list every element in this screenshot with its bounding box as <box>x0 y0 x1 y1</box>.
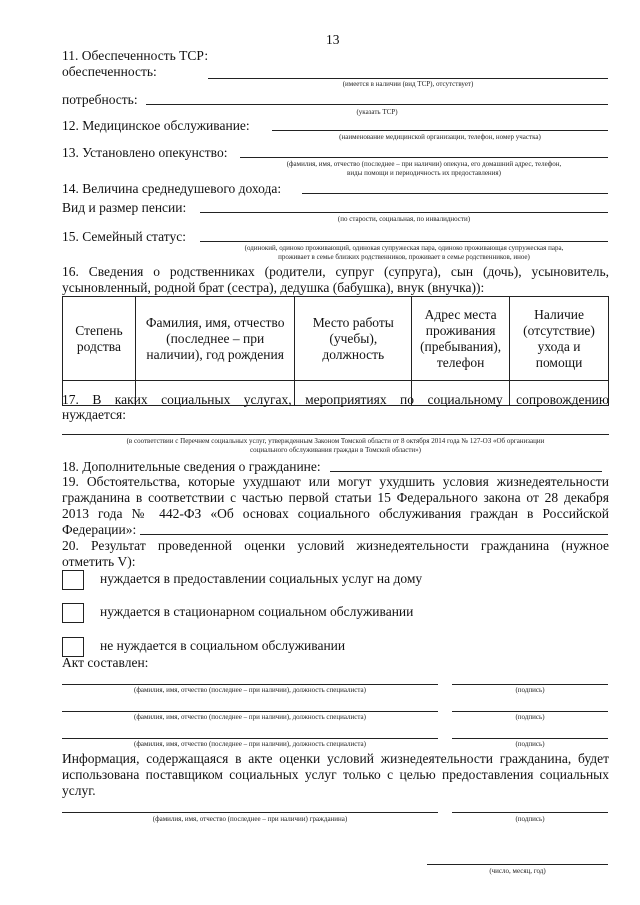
date-field[interactable] <box>427 864 608 865</box>
medical-hint: (наименование медицинской организации, телефон, номер участка) <box>339 133 541 141</box>
section-14-label: 14. Величина среднедушевого дохода: <box>62 181 282 196</box>
home-services-label: нуждается в предоставлении социальных услуг на дому <box>100 571 423 586</box>
citizen-name-field[interactable] <box>62 812 438 813</box>
citizen-signature-hint: (подпись) <box>515 815 545 823</box>
specialist-3-hint: (фамилия, имя, отчество (последнее – при наличии), должность специалиста) <box>134 740 366 748</box>
family-status-hint-1: (одинокий, одиноко проживающий, одинокая супружеская пара, одиноко проживающая супружеская пара, <box>244 244 564 252</box>
section-17-line-1: 17. В каких социальных услугах, мероприятиях по социальному сопровождению <box>62 392 609 407</box>
col-address-header: Адрес места проживания (пребывания), телефон <box>412 297 510 381</box>
signature-3-field[interactable] <box>452 738 608 739</box>
page-number: 13 <box>326 32 340 47</box>
signature-1-hint: (подпись) <box>515 686 545 694</box>
section-20-line-1: 20. Результат проведенной оценки условий жизнедеятельности гражданина (нужное <box>62 538 609 553</box>
no-service-checkbox[interactable] <box>62 637 84 657</box>
col-degree-header: Степень родства <box>63 297 136 381</box>
no-service-label: не нуждается в социальном обслуживании <box>100 638 346 653</box>
specialist-2-hint: (фамилия, имя, отчество (последнее – при наличии), должность специалиста) <box>134 713 366 721</box>
additional-info-field[interactable] <box>330 471 602 472</box>
need-field[interactable] <box>146 104 608 105</box>
date-hint: (число, месяц, год) <box>489 867 546 875</box>
inpatient-service-label: нуждается в стационарном социальном обслуживании <box>100 604 414 619</box>
citizen-name-hint: (фамилия, имя, отчество (последнее – при наличии) гражданина) <box>152 815 348 823</box>
info-line-2: использована поставщиком социальных услуг только с целью предоставления социальных <box>62 767 609 782</box>
section-16-line-1: 16. Сведения о родственниках (родители, супруг (супруга), сын (дочь), усыновитель, <box>62 264 609 279</box>
pension-hint: (по старости, социальная, по инвалидности) <box>337 215 471 223</box>
signature-1-field[interactable] <box>452 684 608 685</box>
specialist-2-field[interactable] <box>62 711 438 712</box>
section-17-line-2: нуждается: <box>62 407 126 422</box>
act-compiled-label: Акт составлен: <box>62 655 149 670</box>
col-work-header: Место работы (учебы), должность <box>295 297 412 381</box>
citizen-signature-field[interactable] <box>452 812 608 813</box>
income-field[interactable] <box>302 193 608 194</box>
info-line-1: Информация, содержащаяся в акте оценки условий жизнедеятельности гражданина, будет <box>62 751 609 766</box>
need-label: потребность: <box>62 92 138 107</box>
medical-field[interactable] <box>272 130 608 131</box>
section-18-label: 18. Дополнительные сведения о гражданине: <box>62 459 321 474</box>
circumstances-field[interactable] <box>140 534 608 535</box>
info-line-3: услуг. <box>62 783 96 798</box>
family-status-field[interactable] <box>200 241 608 242</box>
signature-3-hint: (подпись) <box>515 740 545 748</box>
guardian-hint-2: виды помощи и периодичность их предоставления) <box>347 169 501 177</box>
section-13-label: 13. Установлено опекунство: <box>62 145 228 160</box>
section-19-line-1: 19. Обстоятельства, которые ухудшают или могут ухудшить условия жизнедеятельности <box>62 474 609 489</box>
signature-2-field[interactable] <box>452 711 608 712</box>
family-status-hint-2: проживает в семье близких родственников, проживает в семье родственников, иное) <box>278 253 530 261</box>
section-11-title: 11. Обеспеченность ТСР: <box>62 48 209 63</box>
supply-hint: (имеется в наличии (вид ТСР), отсутствует) <box>342 80 474 88</box>
col-name-header: Фамилия, имя, отчество (последнее – при наличии), год рождения <box>135 297 295 381</box>
inpatient-service-checkbox[interactable] <box>62 603 84 623</box>
signature-2-hint: (подпись) <box>515 713 545 721</box>
services-hint-1: (в соответствии с Перечнем социальных услуг, утвержденным Законом Томской области от 8 октября 2014 года № 127-ОЗ «Об организации <box>126 437 545 445</box>
section-19-line-2: гражданина в соответствии с частью первой статьи 15 Федерального закона от 28 декабря <box>62 490 609 505</box>
section-12-label: 12. Медицинское обслуживание: <box>62 118 250 133</box>
services-field[interactable] <box>62 434 609 435</box>
section-19-line-4: Федерации»: <box>62 522 137 537</box>
supply-field[interactable] <box>208 78 608 79</box>
pension-field[interactable] <box>200 212 608 213</box>
relatives-table <box>62 296 609 406</box>
section-16-line-2: усыновленный, родной брат (сестра), дедушка (бабушка), внук (внучка)): <box>62 280 485 295</box>
section-20-line-2: отметить V): <box>62 554 136 569</box>
guardian-hint-1: (фамилия, имя, отчество (последнее – при наличии) опекуна, его домашний адрес, телефон, <box>286 160 562 168</box>
home-services-checkbox[interactable] <box>62 570 84 590</box>
supply-label: обеспеченность: <box>62 64 157 79</box>
services-hint-2: социального обслуживания граждан в Томской области») <box>249 446 422 454</box>
section-15-label: 15. Семейный статус: <box>62 229 186 244</box>
need-hint: (указать ТСР) <box>356 108 398 116</box>
guardian-field[interactable] <box>240 157 608 158</box>
specialist-3-field[interactable] <box>62 738 438 739</box>
specialist-1-field[interactable] <box>62 684 438 685</box>
pension-label: Вид и размер пенсии: <box>62 200 187 215</box>
specialist-1-hint: (фамилия, имя, отчество (последнее – при наличии), должность специалиста) <box>134 686 366 694</box>
section-19-line-3: 2013 года № 442-ФЗ «Об основах социального обслуживания граждан в Российской <box>62 506 609 521</box>
col-care-header: Наличие (отсутствие) ухода и помощи <box>510 297 609 381</box>
